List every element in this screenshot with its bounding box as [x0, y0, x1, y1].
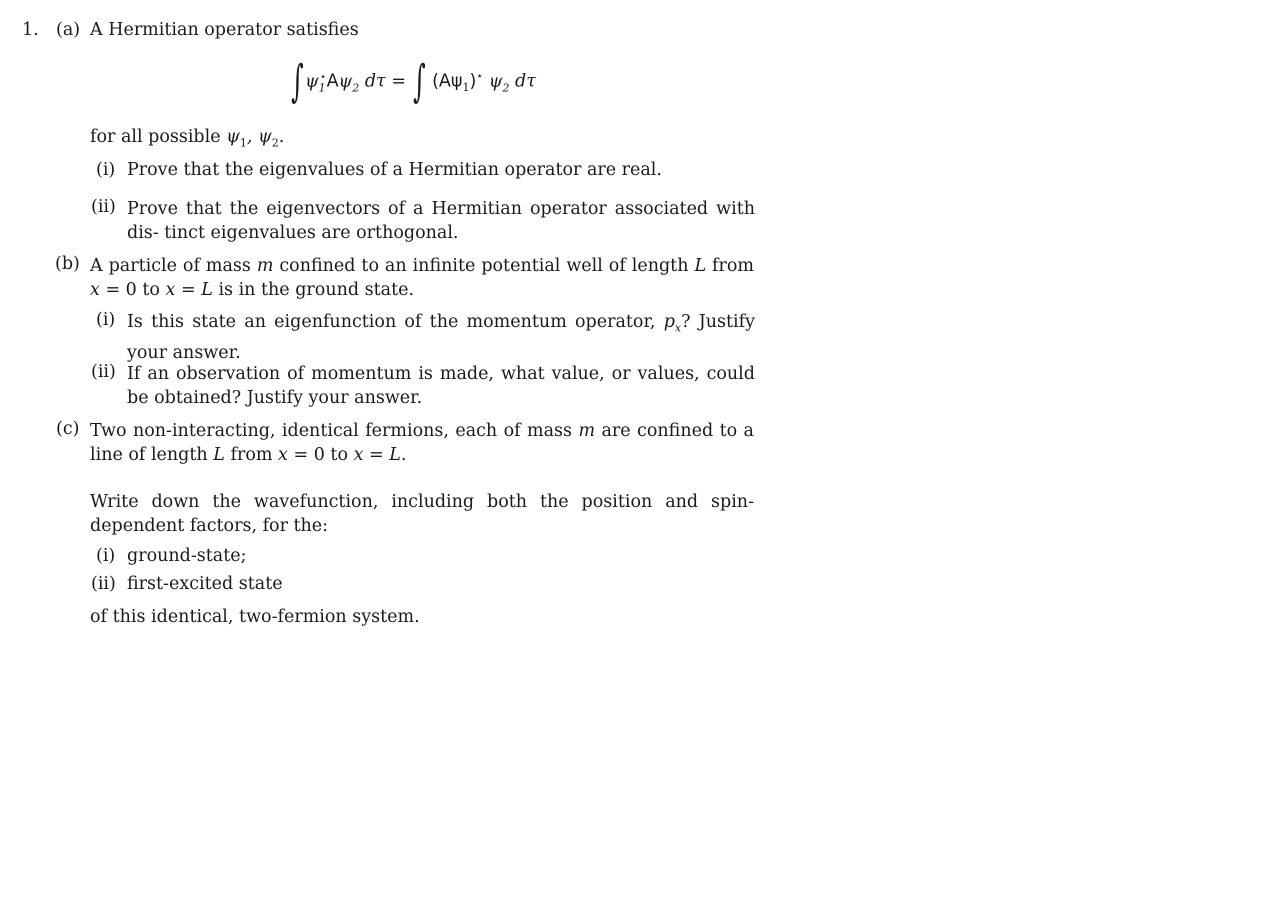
part-a-ii-text: Prove that the eigenvectors of a Hermitian operator associated with dis- tinct eigenvalues are orthogonal.: [127, 199, 755, 243]
part-c-write-text: Write down the wavefunction, including both the position and spin-dependent factors, for the:: [90, 492, 754, 536]
part-b-text: A particle of mass m confined to an infinite potential well of length L from x = 0 to x = L is in the ground state.: [90, 256, 754, 300]
part-b-ii-label: (ii): [91, 362, 116, 382]
hermitian-equation: [290, 56, 536, 110]
eq-lhs-psi1: $\psi_1$: [304, 71, 326, 94]
integral-sign-right: ∫: [412, 56, 426, 107]
part-c-ii-text: first-excited state: [127, 574, 283, 594]
eq-lhs-dtau: dτ: [364, 71, 386, 92]
eq-lhs-psi2: $\psi_2$: [338, 71, 360, 94]
part-a-i-label: (i): [96, 160, 116, 180]
eq-rhs-sub1: 1: [462, 81, 470, 94]
part-c-i-label: (i): [96, 546, 116, 566]
part-a-i-text: Prove that the eigenvalues of a Hermitian operator are real.: [127, 160, 662, 180]
part-b-i-text: Is this state an eigenfunction of the momentum operator, $p_x$? Justify your answer.: [127, 312, 755, 363]
eq-rhs-psi2: $\psi_2$: [488, 71, 510, 94]
part-c-text: Two non-interacting, identical fermions, each of mass m are confined to a line of length L from x = 0 to x = L.: [90, 421, 754, 465]
for-all-text: for all possible $\psi_1$, $\psi_2$.: [90, 127, 285, 150]
part-b-i-label: (i): [96, 310, 116, 330]
eq-operator-a: A: [326, 71, 339, 92]
part-a-intro: A Hermitian operator satisfies: [90, 20, 359, 40]
part-c-ii-label: (ii): [91, 574, 116, 594]
part-a-label: (a): [56, 20, 81, 40]
eq-equals: =: [391, 71, 406, 92]
eq-rhs-dtau: dτ: [515, 71, 536, 92]
question-number: 1.: [22, 20, 39, 40]
part-a-ii-label: (ii): [91, 197, 116, 217]
part-b-ii-text: If an observation of momentum is made, what value, or values, could be obtained? Justify your answer.: [127, 364, 755, 408]
part-c-closing: of this identical, two-fermion system.: [90, 607, 420, 627]
integral-sign-left: ∫: [291, 56, 304, 107]
eq-rhs-close: ): [469, 71, 477, 92]
part-c-label: (c): [56, 419, 80, 439]
part-b-label: (b): [55, 254, 80, 274]
part-c-i-text: ground-state;: [127, 546, 247, 566]
eq-rhs-open: (Aψ: [432, 71, 463, 92]
eq-rhs-star: ⋆: [476, 69, 484, 83]
eq-lhs-star: ⋆: [319, 69, 327, 83]
